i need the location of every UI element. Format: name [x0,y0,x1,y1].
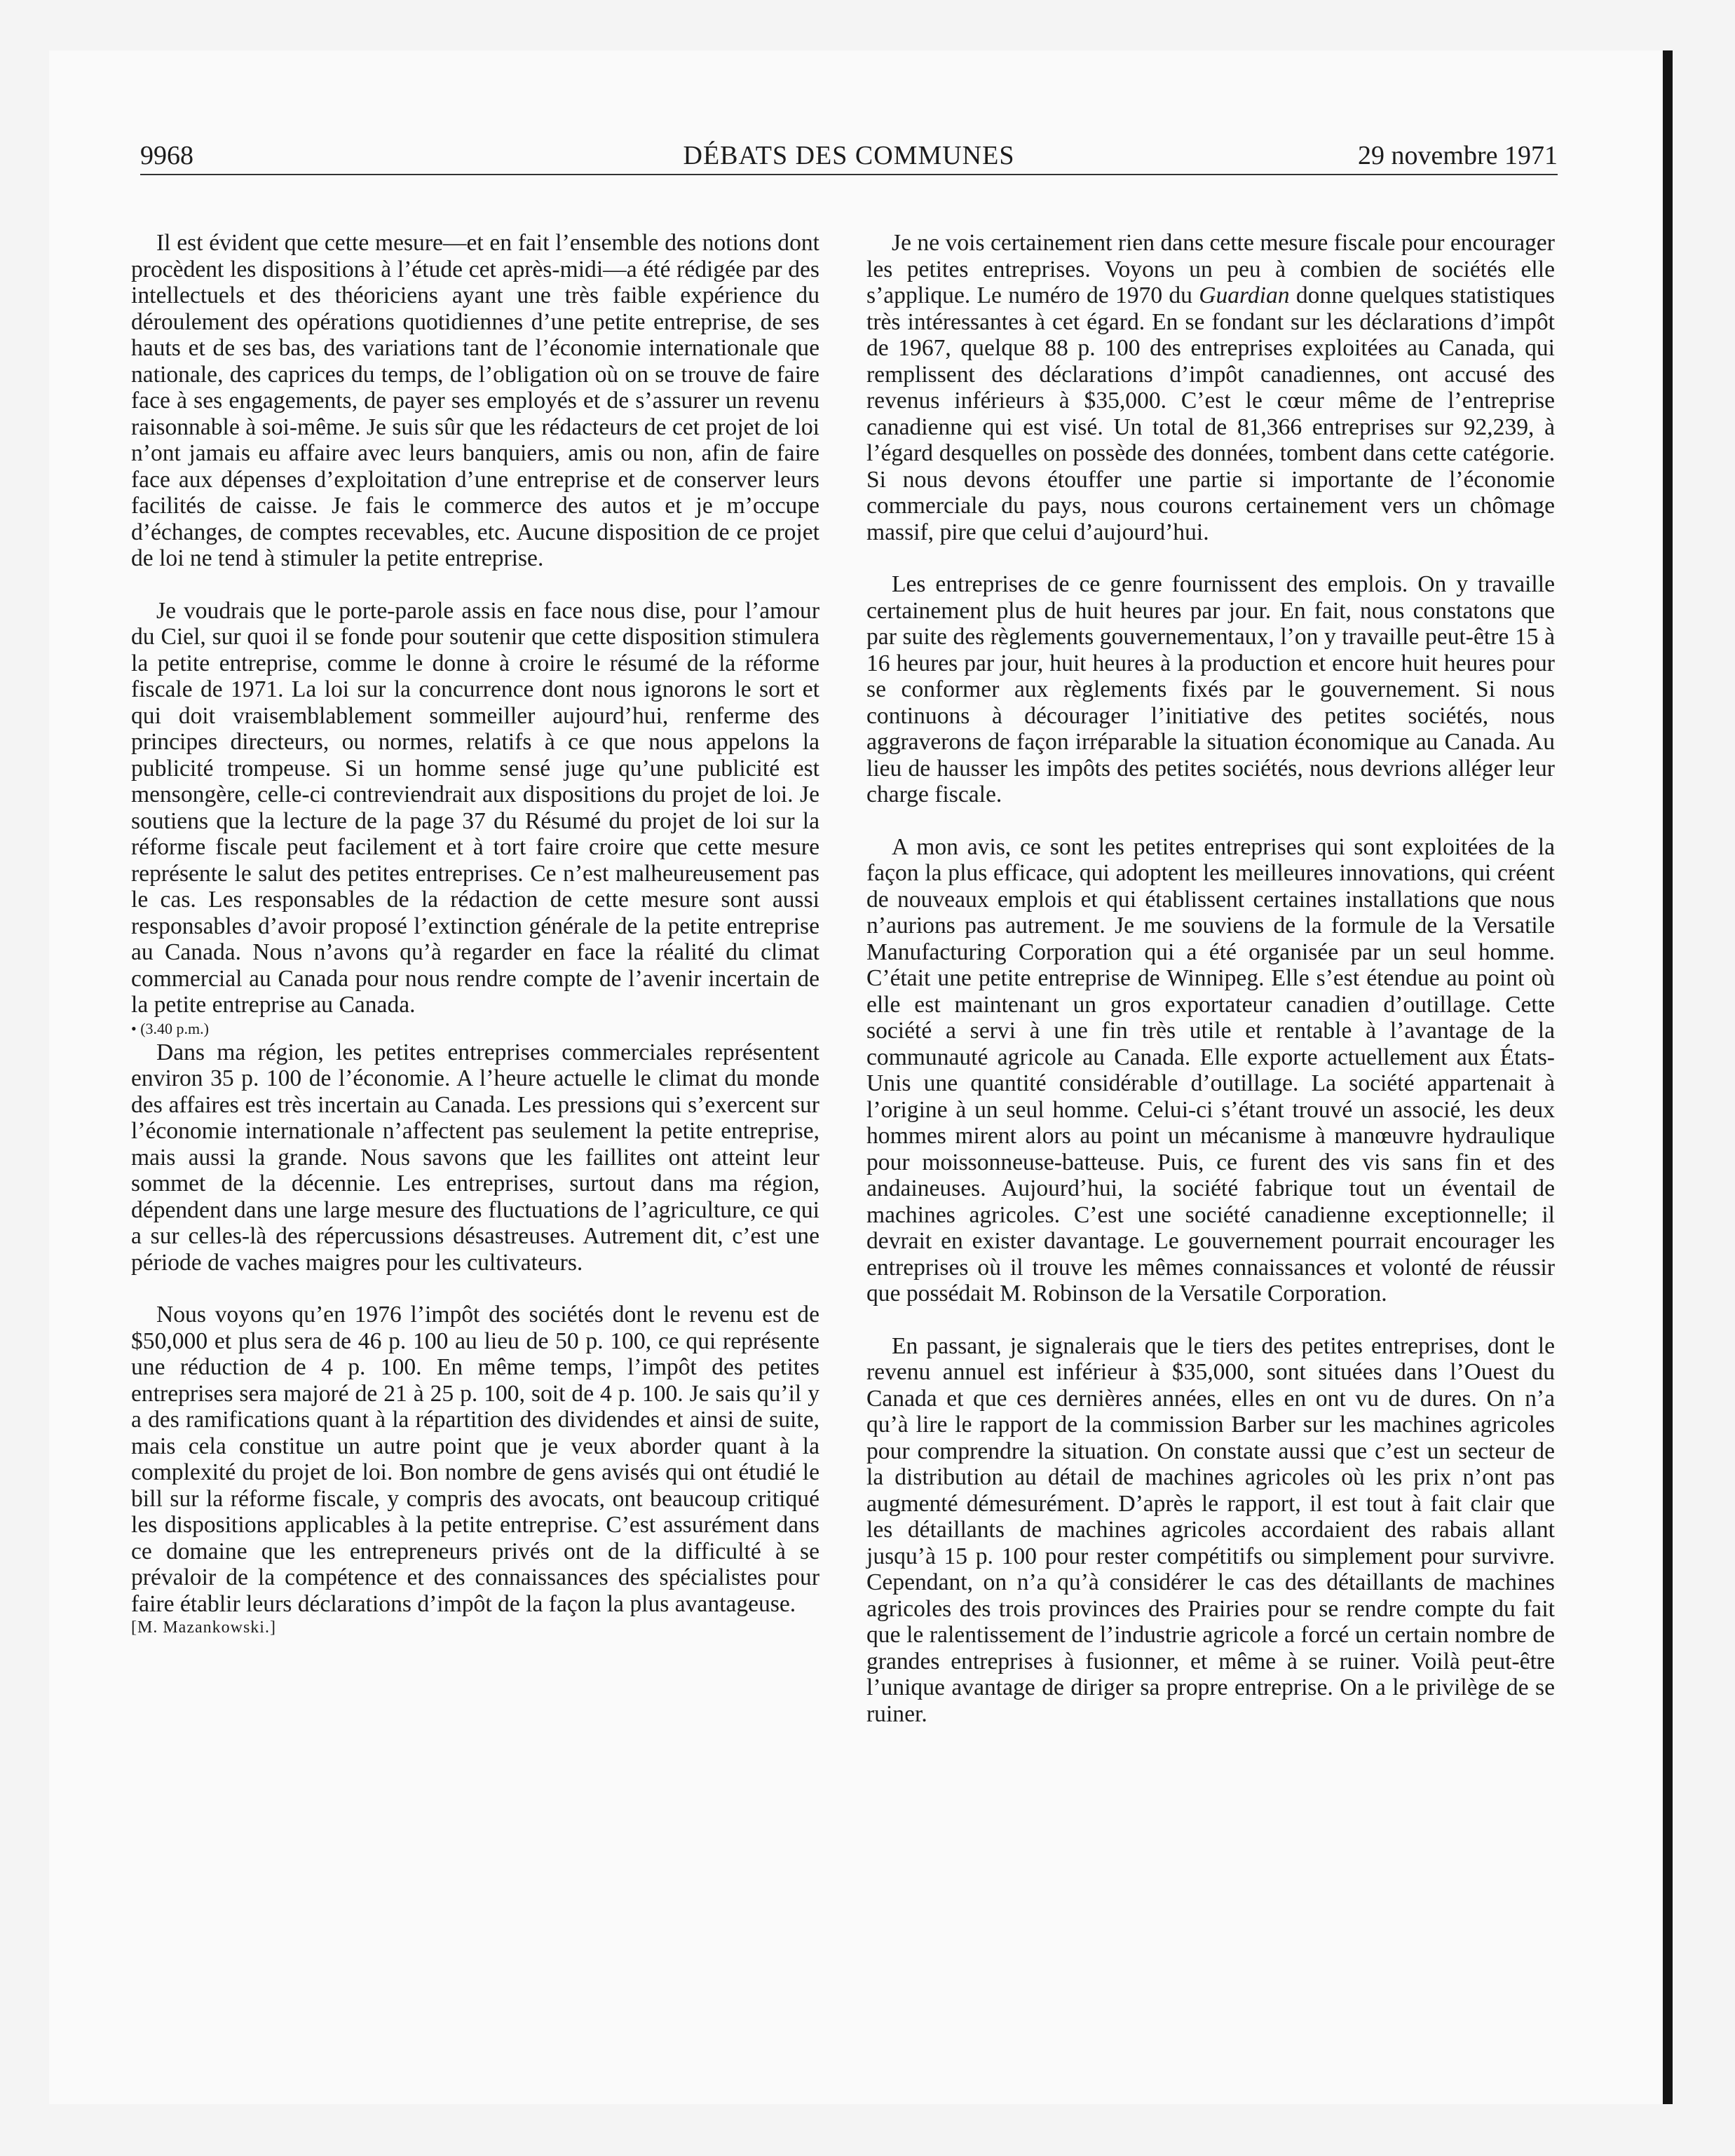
paragraph-5-end: donne quelques statistiques très intéressantes à cet égard. En se fondant sur les déclarations d’impôt de 1967, quelque 88 p. 100 des entreprises exploitées au Canada, qui remplissent des déclarations d’impôt canadiennes, ont accusé des revenus inférieurs à $35,000. C’est le cœur même de l’entreprise canadienne qui est visé. Un total de 81,366 entreprises sur 92,239, à l’égard desquelles on possède des données, tombent dans cette catégorie. Si nous devons étouffer une partie si importante de l’économie commerciale du pays, nous courons certainement vers un chômage massif, pire que celui d’aujourd’hui. [866,282,1555,545]
page-header [140,137,1558,174]
publication-name: Guardian [1199,282,1290,308]
paragraph-4: Nous voyons qu’en 1976 l’impôt des sociétés dont le revenu est de $50,000 et plus sera de 46 p. 100 au lieu de 50 p. 100, ce qui représente une réduction de 4 p. 100. En même temps, l’impôt des petites entreprises sera majoré de 21 à 25 p. 100, soit de 4 p. 100. Je sais qu’il y a des ramifications quant à la répartition des dividendes et ainsi de suite, mais cela constitue un autre point que je veux aborder quant à la complexité du projet de loi. Bon nombre de gens avisés qui ont étudié le bill sur la réforme fiscale, y compris des avocats, ont beaucoup critiqué les dispositions applicables à la petite entreprise. C’est assurément dans ce domaine que les entrepreneurs privés ont de la difficulté à se prévaloir de la compétence et des connaissances des spécialistes pour faire établir leurs déclarations d’impôt de la façon la plus avantageuse. [131,1302,819,1617]
paragraph-7: A mon avis, ce sont les petites entreprises qui sont exploitées de la façon la plus efficace, qui adoptent les meilleures innovations, qui créent de nouveaux emplois et qui établissent certaines installations que nous n’aurions pas autrement. Je me souviens de la formule de la Versatile Manufacturing Corporation qui a été organisée par un seul homme. C’était une petite entreprise de Winnipeg. Elle s’est étendue au point où elle est maintenant un gros exportateur canadien d’outillage. Cette société a servi à une fin très utile et rentable à l’avantage de la communauté agricole au Canada. Elle exporte actuellement aux États-Unis une quantité considérable d’outillage. La société appartenait à l’origine à un seul homme. Celui-ci s’étant trouvé un associé, les deux hommes mirent alors au point un mécanisme à manœuvre hydraulique pour moissonneuse-batteuse. Puis, ce furent des vis sans fin et des andaineuses. Aujourd’hui, la société fabrique tout un éventail de machines agricoles. C’est une société canadienne exceptionnelle; il devrait en exister davantage. Le gouvernement pourrait encourager les entreprises où il trouve les mêmes connaissances et volonté de réussir que possédait M. Robinson de la Versatile Corporation. [866,833,1555,1306]
page-edge-bar [1663,50,1673,2104]
paragraph-3: Dans ma région, les petites entreprises commerciales représentent environ 35 p. 100 de l’économie. A l’heure actuelle le climat du monde des affaires est très incertain au Canada. Les pressions qui s’exercent sur l’économie internationale n’affectent pas seulement la petite entreprise, mais aussi la grande. Nous savons que les faillites ont atteint leur sommet de la décennie. Les entreprises, surtout dans ma région, dépendent dans une large mesure des fluctuations de l’agriculture, ce qui a sur celles-là des répercussions désastreuses. Autrement dit, c’est une période de vaches maigres pour les cultivateurs. [131,1039,819,1276]
publication-title: DÉBATS DES COMMUNES [683,141,1015,170]
right-column [866,230,1555,1727]
publication-date: 29 novembre 1971 [1358,141,1558,170]
paragraph-1: Il est évident que cette mesure—et en fait l’ensemble des notions dont procèdent les dispositions à l’étude cet après-midi—a été rédigée par des intellectuels et des théoriciens ayant une très faible expérience du déroulement des opérations quotidiennes d’une petite entreprise, de ses hauts et de ses bas, des variations tant de l’économie internationale que nationale, des caprices du temps, de l’obligation où on se trouve de faire face à ses engagements, de payer ses employés et de s’assurer un revenu raisonnable à soi-même. Je suis sûr que les rédacteurs de cet projet de loi n’ont jamais eu affaire avec leurs banquiers, amis ou non, afin de faire face aux dépenses d’exploitation d’une entreprise et de conserver leurs facilités de caisse. Je fais le commerce des autos et je m’occupe d’échanges, de comptes recevables, etc. Aucune disposition de ce projet de loi ne tend à stimuler la petite entreprise. [131,230,819,571]
time-marker: • (3.40 p.m.) [131,1019,209,1037]
paragraph-6: Les entreprises de ce genre fournissent des emplois. On y travaille certainement plus de huit heures par jour. En fait, nous constatons que par suite des règlements gouvernementaux, l’on y travaille peut-être 15 à 16 heures par jour, huit heures à la production et encore huit heures pour se conformer aux règlements fixés par le gouvernement. Si nous continuons à décourager l’initiative des petites sociétés, nous aggraverons de façon irréparable la situation économique au Canada. Au lieu de hausser les impôts des petites sociétés, nous devrions alléger leur charge fiscale. [866,571,1555,807]
speaker-attribution: [M. Mazankowski.] [131,1618,276,1637]
paragraph-5 [866,230,1555,545]
paragraph-5-start: Je ne vois certainement rien dans cette mesure fiscale pour encourager les petites entreprises. Voyons un peu à combien de sociétés elle s’applique. Le numéro de 1970 du [866,230,1555,308]
paragraph-8: En passant, je signalerais que le tiers des petites entreprises, dont le revenu annuel est inférieur à $35,000, sont situées dans l’Ouest du Canada et que ces dernières années, elles en ont vu de dures. On n’a qu’à lire le rapport de la commission Barber sur les machines agricoles pour comprendre la situation. On constate aussi que c’est un secteur de la distribution au détail de machines agricoles où les prix n’ont pas augmenté démesurément. D’après le rapport, il est tout à fait clair que les détaillants de machines agricoles accordaient des rabais allant jusqu’à 15 p. 100 pour rester compétitifs ou simplement pour survivre. Cependant, on n’a qu’à considérer le cas des détaillants de machines agricoles des trois provinces des Prairies pour se rendre compte du fait que le ralentissement de l’industrie agricole a forcé un certain nombre de grandes entreprises à fusionner, et même à se ruiner. Voilà peut-être l’unique avantage de diriger sa propre entreprise. On a le privilège de se ruiner. [866,1332,1555,1727]
page-number: 9968 [140,141,193,170]
paragraph-2: Je voudrais que le porte-parole assis en face nous dise, pour l’amour du Ciel, sur quoi il se fonde pour soutenir que cette disposition stimulera la petite entreprise, comme le donne à croire le résumé de la réforme fiscale de 1971. La loi sur la concurrence dont nous ignorons le sort et qui doit vraisemblablement sommeiller aujourd’hui, renferme des principes directeurs, ou normes, relatifs à ce que nous appelons la publicité trompeuse. Si un homme sensé juge qu’une publicité est mensongère, celle-ci contreviendrait aux dispositions du projet de loi. Je soutiens que la lecture de la page 37 du Résumé du projet de loi sur la réforme fiscale peut facilement et à tort faire croire que cette mesure représente le salut des petites entreprises. Ce n’est malheureusement pas le cas. Les responsables de la rédaction de cette mesure sont aussi responsables d’avoir proposé l’extinction générale de la petite entreprise au Canada. Nous n’avons qu’à regarder en face la réalité du climat commercial au Canada pour nous rendre compte de l’avenir incertain de la petite entreprise au Canada. [131,597,819,1018]
left-column [131,230,819,1638]
header-rule [140,174,1558,175]
